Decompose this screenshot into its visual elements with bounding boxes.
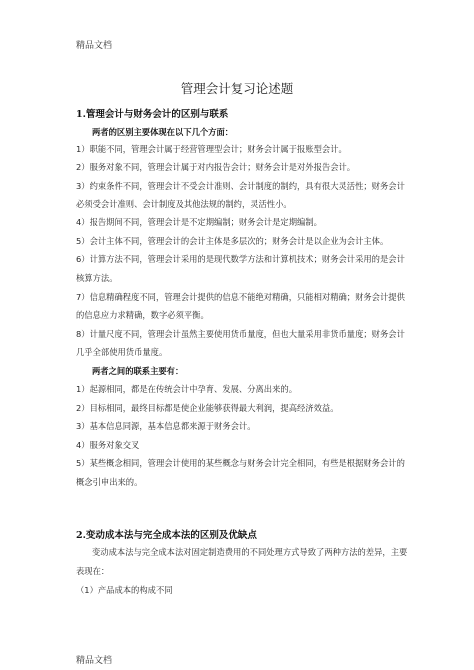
diff-line-7: 7）信息精确程度不同，管理会计提供的信息不能绝对精确，只能相对精确；财务会计提供	[76, 292, 405, 302]
footer-label: 精品文档	[76, 656, 113, 666]
section-2-para-line-1: 变动成本法与完全成本法对固定制造费用的不同处理方式导致了两种方法的差异，主要	[92, 547, 408, 557]
diff-line-3-cont: 必须受会计准则、会计制度及其他法规的制约，灵活性小。	[76, 199, 292, 209]
diff-line-6: 6）计算方法不同，管理会计采用的是现代数学方法和计算机技术；财务会计采用的是会计	[76, 254, 405, 264]
header-label: 精品文档	[76, 41, 113, 51]
section-2-item-1: （1）产品成本的构成不同	[76, 585, 173, 595]
diff-line-8: 8）计量尺度不同，管理会计虽然主要使用货币量度，但也大量采用非货币量度；财务会计	[76, 329, 405, 339]
link-line-2: 2）目标相同，最终目标都是使企业能够获得最大利润，提高经济效益。	[76, 403, 339, 413]
section-1-diff-intro: 两者的区别主要体现在以下几个方面：	[92, 127, 234, 137]
diff-line-1: 1）职能不同，管理会计属于经营管理型会计；财务会计属于报账型会计。	[76, 144, 347, 154]
section-2-para-line-2: 表现在：	[76, 566, 110, 576]
diff-line-7-cont: 的信息应力求精确，数字必须平衡。	[76, 310, 209, 320]
section-2-heading: 2.变动成本法与完全成本法的区别及优缺点	[76, 530, 257, 541]
diff-line-4: 4）报告期间不同，管理会计是不定期编制；财务会计是定期编制。	[76, 217, 322, 227]
link-line-1: 1）起源相同，都是在传统会计中孕育、发展、分离出来的。	[76, 384, 297, 394]
diff-line-2: 2）服务对象不同，管理会计属于对内报告会计；财务会计是对外报告会计。	[76, 162, 356, 172]
link-line-3: 3）基本信息同源，基本信息都来源于财务会计。	[76, 421, 256, 431]
diff-line-8-cont: 几乎全部使用货币量度。	[76, 347, 168, 357]
section-1-link-intro: 两者之间的联系主要有：	[92, 366, 184, 376]
link-line-4: 4）服务对象交叉	[76, 440, 140, 450]
section-1-heading: 1.管理会计与财务会计的区别与联系	[76, 109, 229, 120]
link-line-5-cont: 概念引申出来的。	[76, 477, 143, 487]
link-line-5: 5）某些概念相同，管理会计使用的某些概念与财务会计完全相同，有些是根据财务会计的	[76, 458, 405, 468]
diff-line-3: 3）约束条件不同，管理会计不受会计准则、会计制度的制约，具有很大灵活性；财务会计	[76, 181, 405, 191]
diff-line-6-cont: 核算方法。	[76, 273, 118, 283]
page-title: 管理会计复习论述题	[180, 81, 294, 96]
diff-line-5: 5）会计主体不同，管理会计的会计主体是多层次的；财务会计是以企业为会计主体。	[76, 236, 389, 246]
